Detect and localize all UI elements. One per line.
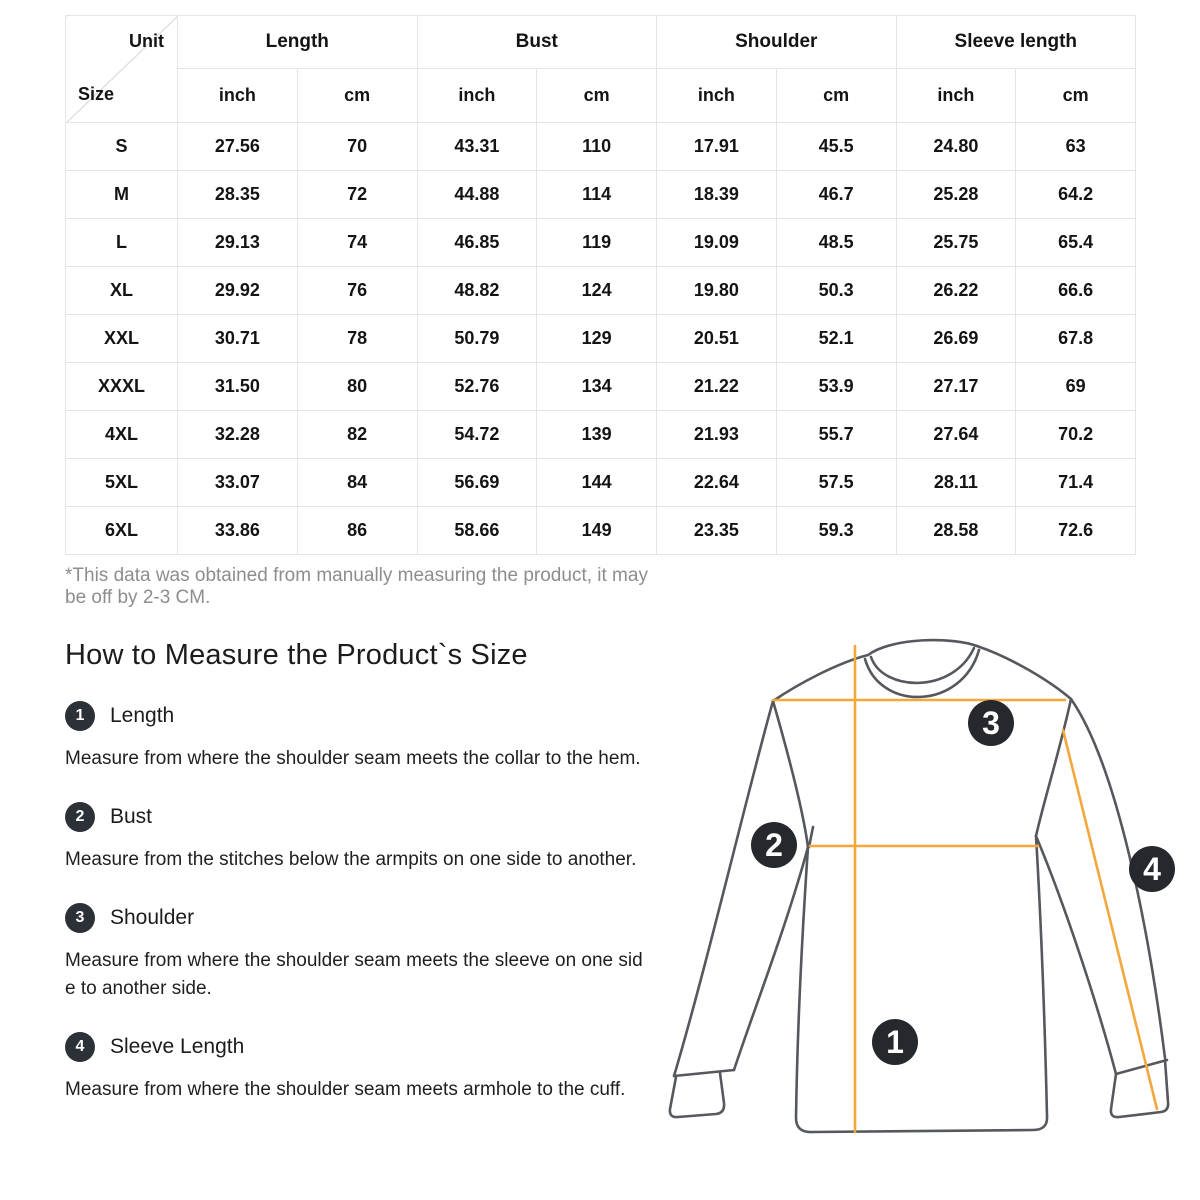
- measurement-value: 59.3: [776, 507, 896, 555]
- measure-item-label: Length: [110, 704, 175, 727]
- table-row: [66, 411, 1136, 459]
- measurement-value: 21.93: [657, 411, 777, 459]
- measurement-value: 33.86: [178, 507, 298, 555]
- table-row: [66, 219, 1136, 267]
- measurement-value: 17.91: [657, 123, 777, 171]
- measurement-value: 27.17: [896, 363, 1016, 411]
- measurement-value: 80: [297, 363, 417, 411]
- measurement-value: 28.58: [896, 507, 1016, 555]
- step-number-badge: 2: [65, 802, 95, 832]
- measurement-value: 139: [537, 411, 657, 459]
- table-row: [66, 315, 1136, 363]
- measurement-value: 48.82: [417, 267, 537, 315]
- measurement-value: 25.28: [896, 171, 1016, 219]
- measurement-value: 78: [297, 315, 417, 363]
- measurement-value: 149: [537, 507, 657, 555]
- measure-item: [65, 802, 657, 874]
- measure-item-label: Sleeve Length: [110, 1035, 245, 1058]
- size-label: XXXL: [66, 363, 178, 411]
- measurement-value: 76: [297, 267, 417, 315]
- table-row: [66, 507, 1136, 555]
- collar-top-line: [868, 640, 977, 655]
- column-group-bust: Bust: [417, 16, 657, 69]
- table-row: [66, 123, 1136, 171]
- body-outline: [796, 836, 1047, 1132]
- measure-items: [65, 701, 657, 1104]
- step-number-badge: 4: [65, 1032, 95, 1062]
- measurement-lines: [773, 646, 1157, 1132]
- measurement-value: 28.35: [178, 171, 298, 219]
- measurement-value: 64.2: [1016, 171, 1136, 219]
- measure-item-description: Measure from where the shoulder seam meets armhole to the cuff.: [65, 1079, 626, 1100]
- corner-cell: [66, 16, 178, 123]
- measurement-value: 63: [1016, 123, 1136, 171]
- measure-item-description: Measure from where the shoulder seam meets the collar to the hem.: [65, 748, 641, 769]
- step-number-badge: 3: [65, 903, 95, 933]
- unit-header: cm: [1016, 69, 1136, 123]
- measurement-value: 21.22: [657, 363, 777, 411]
- size-label: L: [66, 219, 178, 267]
- measurement-value: 26.22: [896, 267, 1016, 315]
- measure-item-description: Measure from the stitches below the armpits on one side to another.: [65, 849, 637, 870]
- measurement-value: 129: [537, 315, 657, 363]
- unit-header: cm: [297, 69, 417, 123]
- right-cuff-seam: [1116, 1060, 1167, 1074]
- size-label: 4XL: [66, 411, 178, 459]
- measurement-value: 72.6: [1016, 507, 1136, 555]
- measurement-value: 53.9: [776, 363, 896, 411]
- measurement-value: 50.79: [417, 315, 537, 363]
- size-table-body: [66, 123, 1136, 555]
- measurement-value: 144: [537, 459, 657, 507]
- measurement-value: 32.28: [178, 411, 298, 459]
- measurement-value: 54.72: [417, 411, 537, 459]
- measurement-value: 26.69: [896, 315, 1016, 363]
- measurement-value: 114: [537, 171, 657, 219]
- table-header-row: [66, 16, 1136, 69]
- column-group-length: Length: [178, 16, 418, 69]
- corner-size-label: Size: [78, 84, 115, 104]
- measurement-value: 48.5: [776, 219, 896, 267]
- measurement-value: 57.5: [776, 459, 896, 507]
- size-label: 5XL: [66, 459, 178, 507]
- measurement-value: 19.09: [657, 219, 777, 267]
- measurement-value: 56.69: [417, 459, 537, 507]
- size-label: 6XL: [66, 507, 178, 555]
- diagram-badge-3-number: 3: [982, 705, 1000, 741]
- left-column: [65, 553, 657, 1104]
- column-group-shoulder: Shoulder: [657, 16, 897, 69]
- measurement-value: 25.75: [896, 219, 1016, 267]
- measurement-value: 20.51: [657, 315, 777, 363]
- measurement-value: 72: [297, 171, 417, 219]
- diagram-badges: [751, 700, 1175, 1065]
- right-sleeve-inner: [1036, 836, 1116, 1074]
- measure-item-head: [65, 802, 657, 832]
- collar-inner-line: [871, 648, 974, 683]
- measurement-value: 110: [537, 123, 657, 171]
- diagram-badge-1-number: 1: [886, 1024, 904, 1060]
- diagram-badge-4-number: 4: [1143, 851, 1161, 887]
- right-shoulder-line: [977, 646, 1071, 699]
- unit-header: inch: [657, 69, 777, 123]
- sweatshirt-outline: [670, 640, 1168, 1132]
- size-chart-table: [65, 15, 1136, 555]
- column-group-sleeve-length: Sleeve length: [896, 16, 1136, 69]
- measurement-value: 70.2: [1016, 411, 1136, 459]
- measurement-value: 66.6: [1016, 267, 1136, 315]
- step-number-badge: 1: [65, 701, 95, 731]
- left-sleeve-outer: [674, 701, 773, 1076]
- measurement-value: 18.39: [657, 171, 777, 219]
- measure-item: [65, 1032, 657, 1104]
- measurement-value: 74: [297, 219, 417, 267]
- measurement-value: 71.4: [1016, 459, 1136, 507]
- measurement-value: 28.11: [896, 459, 1016, 507]
- corner-unit-label: Unit: [129, 31, 164, 51]
- measure-item-description: Measure from where the shoulder seam meets the sleeve on one side to another side.: [65, 950, 643, 999]
- measure-item-head: [65, 1032, 657, 1062]
- unit-header: inch: [178, 69, 298, 123]
- measurement-value: 82: [297, 411, 417, 459]
- measurement-value: 19.80: [657, 267, 777, 315]
- measurement-value: 27.64: [896, 411, 1016, 459]
- size-label: S: [66, 123, 178, 171]
- measurement-value: 119: [537, 219, 657, 267]
- measurement-value: 70: [297, 123, 417, 171]
- measure-item: [65, 903, 657, 1003]
- table-row: [66, 459, 1136, 507]
- measurement-value: 44.88: [417, 171, 537, 219]
- measurement-value: 29.13: [178, 219, 298, 267]
- page-title: How to Measure the Product`s Size: [65, 639, 528, 671]
- measurement-value: 84: [297, 459, 417, 507]
- measurement-value: 24.80: [896, 123, 1016, 171]
- measurement-value: 58.66: [417, 507, 537, 555]
- table-row: [66, 267, 1136, 315]
- measurement-value: 29.92: [178, 267, 298, 315]
- sweatshirt-illustration: [650, 630, 1200, 1190]
- measurement-value: 52.1: [776, 315, 896, 363]
- measurement-value: 124: [537, 267, 657, 315]
- sweatshirt-diagram: [650, 630, 1200, 1190]
- unit-header: inch: [417, 69, 537, 123]
- left-armpit-notch: [809, 827, 813, 847]
- measure-item-label: Shoulder: [110, 906, 195, 929]
- measurement-value: 86: [297, 507, 417, 555]
- measurement-value: 67.8: [1016, 315, 1136, 363]
- measurement-value: 50.3: [776, 267, 896, 315]
- size-label: M: [66, 171, 178, 219]
- measurement-value: 23.35: [657, 507, 777, 555]
- table-row: [66, 171, 1136, 219]
- unit-header: cm: [537, 69, 657, 123]
- unit-header: inch: [896, 69, 1016, 123]
- measure-item-head: [65, 903, 657, 933]
- size-label: XL: [66, 267, 178, 315]
- diagram-badge-2-number: 2: [765, 827, 783, 863]
- measurement-value: 27.56: [178, 123, 298, 171]
- measurement-value: 46.85: [417, 219, 537, 267]
- right-armhole-seam: [1036, 699, 1071, 836]
- unit-header: cm: [776, 69, 896, 123]
- measure-item: [65, 701, 657, 773]
- measurement-value: 46.7: [776, 171, 896, 219]
- measurement-disclaimer: *This data was obtained from manually measuring the product, it may be off by 2-3 CM.: [65, 565, 648, 608]
- measurement-value: 33.07: [178, 459, 298, 507]
- left-cuff-seam: [674, 1070, 734, 1076]
- table-row: [66, 363, 1136, 411]
- size-label: XXL: [66, 315, 178, 363]
- measurement-value: 31.50: [178, 363, 298, 411]
- measurement-value: 134: [537, 363, 657, 411]
- measurement-value: 22.64: [657, 459, 777, 507]
- measure-item-label: Bust: [110, 805, 153, 828]
- measurement-value: 30.71: [178, 315, 298, 363]
- measurement-value: 43.31: [417, 123, 537, 171]
- measurement-value: 69: [1016, 363, 1136, 411]
- unit-header-row: [66, 69, 1136, 123]
- measurement-value: 52.76: [417, 363, 537, 411]
- measurement-value: 65.4: [1016, 219, 1136, 267]
- measurement-value: 45.5: [776, 123, 896, 171]
- left-cuff: [670, 1073, 724, 1117]
- measure-item-head: [65, 701, 657, 731]
- measurement-value: 55.7: [776, 411, 896, 459]
